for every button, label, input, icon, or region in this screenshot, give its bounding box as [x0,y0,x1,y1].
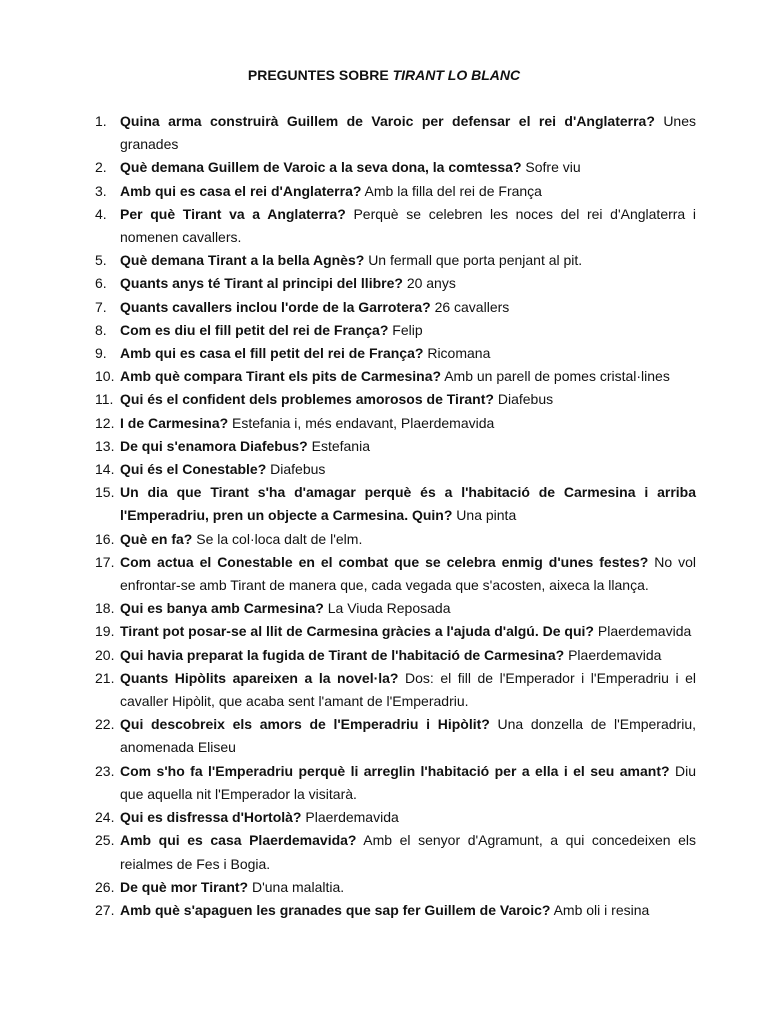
question-text: De qui s'enamora Diafebus? [120,437,308,454]
question-number: 18. [95,600,115,617]
question-number: 9. [95,345,107,362]
question-text: Qui es disfressa d'Hortolà? [120,809,302,826]
answer-text: D'una malaltia. [251,878,345,895]
question-text: Amb qui es casa Plaerdemavida? [120,832,357,849]
question-number: 11. [95,391,114,408]
question-text: Com s'ho fa l'Emperadriu perquè li arreglin l'habitació per a ella i el seu amant? [120,762,670,779]
question-text: Qui és el confident dels problemes amorosos de Tirant? [120,391,494,408]
question-list [95,110,696,922]
question-item [95,713,696,759]
question-text: Quants cavallers inclou l'orde de la Garrotera? [120,298,431,315]
question-item [95,667,696,713]
question-text: Amb què s'apaguen les granades que sap fer Guillem de Varoic? [120,901,551,918]
question-text: Com es diu el fill petit del rei de França? [120,321,389,338]
question-number: 13. [95,437,115,454]
answer-text: Perquè se celebren les noces del rei d'Anglaterra i nomenen cavallers. [120,205,696,246]
question-text: Què en fa? [120,530,193,547]
question-number: 21. [95,669,115,686]
title-book: TIRANT LO BLANC [392,67,521,83]
answer-text: Estefania i, més endavant, Plaerdemavida [232,414,495,431]
question-text: Amb qui es casa el rei d'Anglaterra? [120,182,362,199]
question-text: Qui descobreix els amors de l'Emperadriu i Hipòlit? [120,716,490,733]
answer-text: Plaerdemavida [597,623,692,640]
answer-text: Amb oli i resina [553,901,650,918]
question-number: 3. [95,182,107,199]
question-number: 14. [95,461,115,478]
question-item [95,458,696,481]
answer-text: Amb el senyor d'Agramunt, a qui concedeixen els reialmes de Fes i Bogia. [120,832,696,872]
question-number: 19. [95,623,115,640]
answer-text: Ricomana [427,345,491,362]
question-item [95,806,696,829]
question-number: 1. [95,113,107,129]
question-text: Com actua el Conestable en el combat que se celebra enmig d'unes festes? [120,553,649,570]
question-text: Què demana Tirant a la bella Agnès? [120,252,365,269]
answer-text: Amb la filla del rei de França [364,182,542,199]
question-text: Qui havia preparat la fugida de Tirant de l'habitació de Carmesina? [120,646,565,663]
question-text: Un dia que Tirant s'ha d'amagar perquè és a l'habitació de Carmesina i arriba l'Emperadriu, pren un objecte a Carmesina. Quin? [120,484,696,524]
question-item [95,644,696,667]
question-number: 16. [95,530,115,547]
question-number: 2. [95,159,107,176]
question-item [95,180,696,203]
question-item [95,249,696,272]
question-number: 22. [95,716,115,733]
answer-text: 26 cavallers [434,298,510,315]
answer-text: Una donzella de l'Emperadriu, anomenada Eliseu [120,716,696,756]
answer-text: Un fermall que porta penjant al pit. [368,252,583,269]
question-number: 5. [95,252,107,269]
question-number: 8. [95,321,107,338]
question-number: 23. [95,762,115,779]
question-number: 24. [95,809,115,826]
question-number: 6. [95,275,107,292]
answer-text: Se la col·loca dalt de l'elm. [196,530,363,547]
question-item [95,272,696,295]
question-number: 26. [95,878,115,895]
answer-text: Plaerdemavida [568,646,662,663]
question-item [95,620,696,643]
answer-text: Amb un parell de pomes cristal·lines [444,368,670,385]
question-item [95,551,696,597]
question-text: Quants Hipòlits apareixen a la novel·la? [120,669,399,686]
answer-text: 20 anys [406,275,456,292]
question-text: Quants anys té Tirant al principi del llibre? [120,275,403,292]
answer-text: Dos: el fill de l'Emperador i l'Emperadriu i el cavaller Hipòlit, que acaba sent l'amant de l'Emperadriu. [120,669,697,710]
question-item [95,296,696,319]
question-number: 12. [95,414,115,431]
question-item [95,156,696,179]
question-item [95,597,696,620]
question-item [95,829,696,875]
title-prefix: PREGUNTES SOBRE [247,67,393,83]
question-item [95,528,696,551]
question-item [95,203,696,249]
question-text: I de Carmesina? [120,414,229,431]
answer-text: Plaerdemavida [305,809,399,826]
question-text: Quina arma construirà Guillem de Varoic per defensar el rei d'Anglaterra? [120,113,655,129]
question-text: Què demana Guillem de Varoic a la seva dona, la comtessa? [120,159,522,176]
answer-text: Unes granades [120,113,696,153]
answer-text: No vol enfrontar-se amb Tirant de manera que, cada vegada que s'acosten, aixeca la llança. [120,553,696,594]
question-number: 27. [95,901,115,918]
answer-text: Estefania [311,437,370,454]
answer-text: Diafebus [270,461,326,478]
question-item [95,481,696,527]
question-item [95,342,696,365]
question-item [95,365,696,388]
question-item [95,876,696,899]
question-item [95,899,696,922]
question-item [95,435,696,458]
question-text: Amb què compara Tirant els pits de Carmesina? [120,368,442,385]
answer-text: Sofre viu [525,159,581,176]
question-text: Qui es banya amb Carmesina? [120,600,324,617]
question-text: Amb qui es casa el fill petit del rei de França? [120,345,424,362]
question-text: Per què Tirant va a Anglaterra? [120,205,346,222]
question-text: Tirant pot posar-se al llit de Carmesina gràcies a l'ajuda d'algú. De qui? [120,623,594,640]
question-number: 20. [95,646,115,663]
question-item [95,760,696,806]
question-text: Qui és el Conestable? [120,461,267,478]
answer-text: Felip [392,321,423,338]
question-number: 10. [95,368,115,385]
question-item [95,110,696,156]
question-item [95,412,696,435]
page-title [0,66,768,84]
question-item [95,388,696,411]
question-number: 7. [95,298,107,315]
answer-text: La Viuda Reposada [327,600,451,617]
answer-text: Una pinta [456,507,517,524]
question-number: 15. [95,484,115,501]
question-number: 4. [95,205,107,222]
question-number: 17. [95,553,115,570]
question-number: 25. [95,832,115,849]
answer-text: Diu que aquella nit l'Emperador la visitarà. [120,762,696,802]
answer-text: Diafebus [497,391,554,408]
question-text: De què mor Tirant? [120,878,249,895]
question-item [95,319,696,342]
